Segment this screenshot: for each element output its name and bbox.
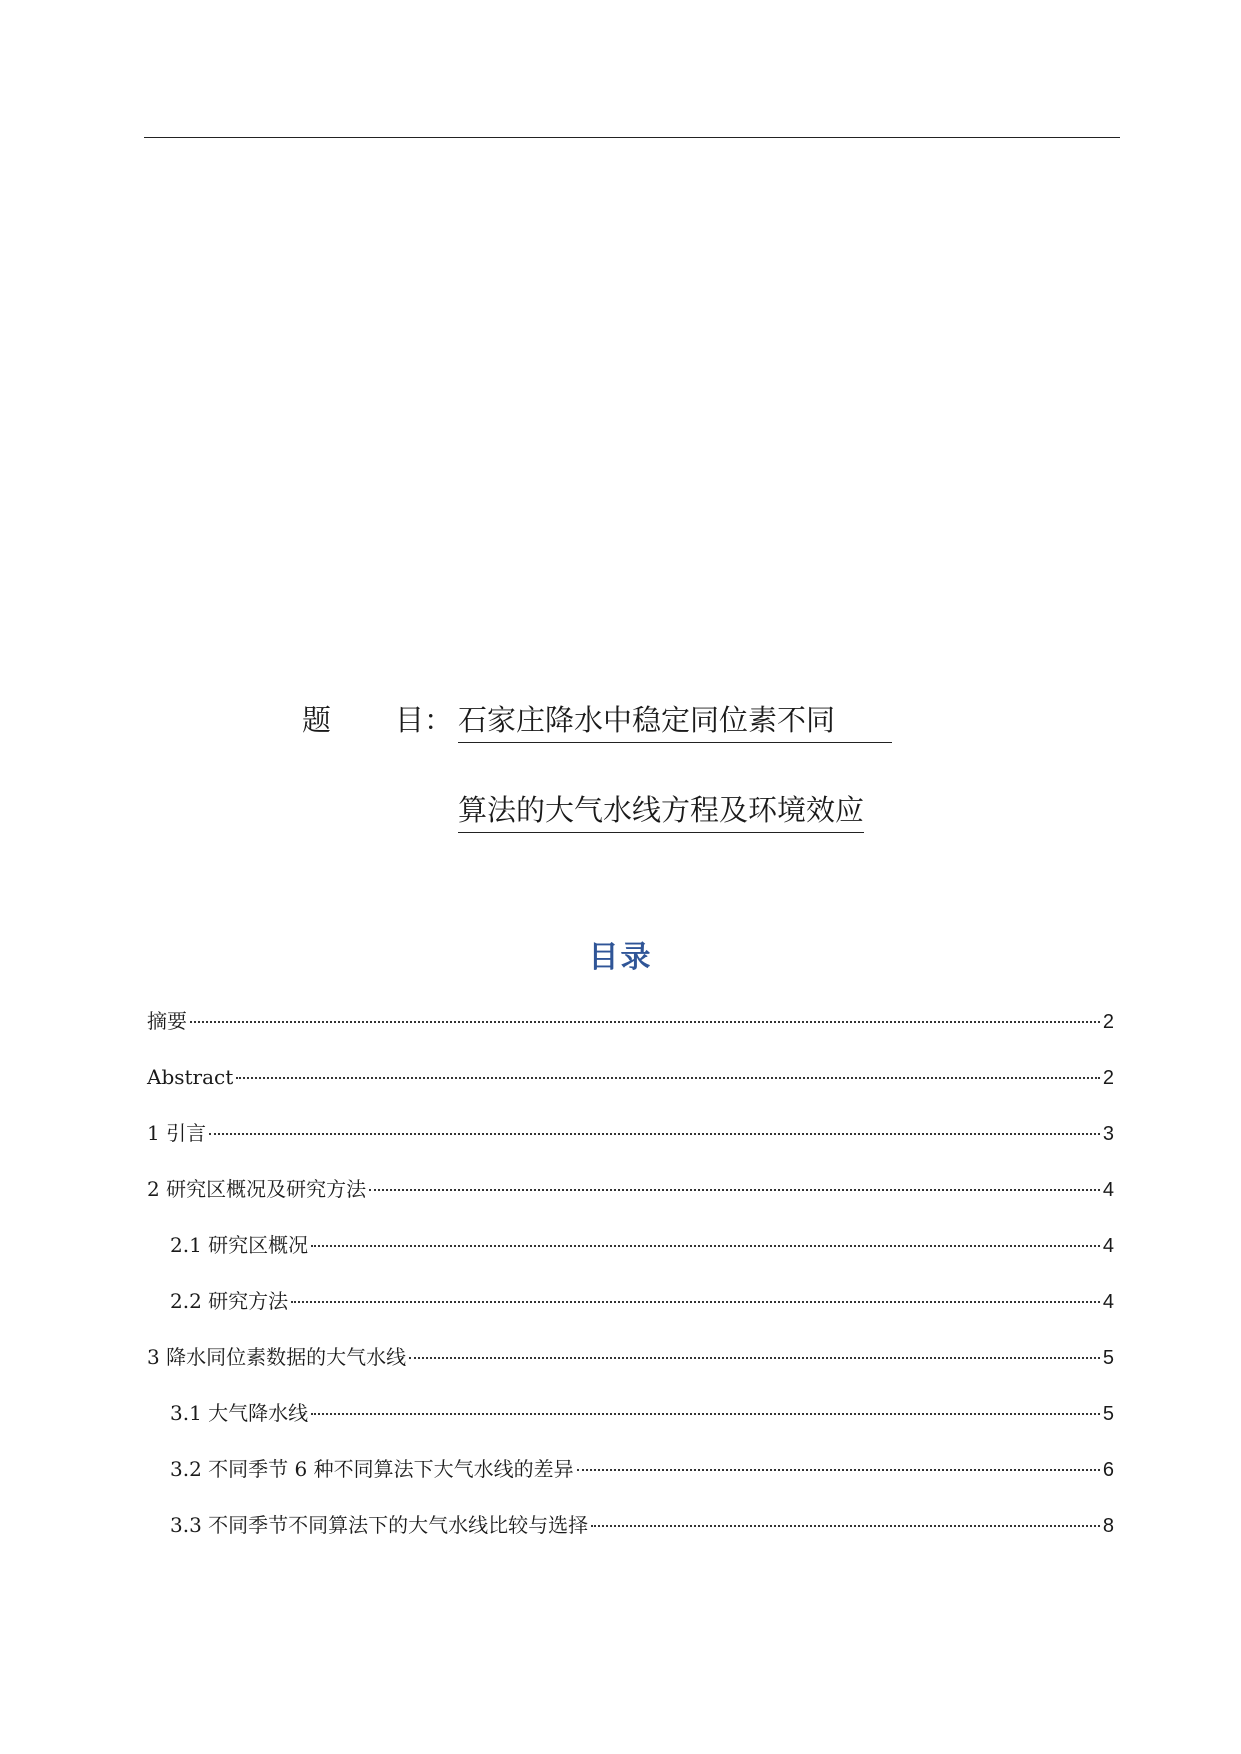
toc-entry[interactable] [147, 1062, 1114, 1118]
toc-page-number: 6 [1102, 1459, 1114, 1481]
toc-entry[interactable] [147, 1398, 1114, 1454]
toc-entry[interactable] [147, 1510, 1114, 1566]
toc-entry-text: 2.1 研究区概况 [170, 1233, 309, 1257]
toc-page-number: 2 [1102, 1011, 1114, 1033]
toc-entry-text: 3.3 不同季节不同算法下的大气水线比较与选择 [170, 1513, 589, 1537]
toc-entry[interactable] [147, 1174, 1114, 1230]
toc-dot-leader [311, 1245, 1100, 1247]
toc-dot-leader [369, 1189, 1100, 1191]
toc-list [147, 1006, 1114, 1566]
toc-entry[interactable] [147, 1286, 1114, 1342]
title-label-char-1: 题 [302, 703, 332, 737]
title-label-char-2: 目： [395, 703, 454, 737]
toc-entry[interactable] [147, 1454, 1114, 1510]
toc-page-number: 3 [1102, 1123, 1114, 1145]
title-line-2: 算法的大气水线方程及环境效应 [458, 790, 864, 833]
toc-entry-text: 2.2 研究方法 [170, 1289, 289, 1313]
toc-dot-leader [291, 1301, 1100, 1303]
toc-dot-leader [236, 1077, 1100, 1079]
toc-dot-leader [209, 1133, 1100, 1135]
toc-page-number: 5 [1102, 1347, 1114, 1369]
toc-entry[interactable] [147, 1006, 1114, 1062]
toc-dot-leader [190, 1021, 1100, 1023]
toc-heading: 目录 [588, 940, 653, 975]
toc-dot-leader [409, 1357, 1100, 1359]
toc-dot-leader [311, 1413, 1100, 1415]
toc-page-number: 4 [1102, 1235, 1114, 1257]
toc-page-number: 8 [1102, 1515, 1114, 1537]
toc-entry-text: 3.2 不同季节 6 种不同算法下大气水线的差异 [170, 1457, 574, 1481]
toc-entry-text: Abstract [147, 1065, 234, 1089]
toc-entry-text: 2 研究区概况及研究方法 [147, 1177, 367, 1201]
toc-entry-text: 1 引言 [147, 1121, 207, 1145]
toc-page-number: 5 [1102, 1403, 1114, 1425]
toc-entry-text: 3 降水同位素数据的大气水线 [147, 1345, 407, 1369]
title-label [302, 700, 453, 740]
toc-entry-text: 3.1 大气降水线 [170, 1401, 309, 1425]
title-line-1: 石家庄降水中稳定同位素不同 [458, 700, 892, 743]
toc-page-number: 4 [1102, 1179, 1114, 1201]
toc-entry[interactable] [147, 1118, 1114, 1174]
toc-entry[interactable] [147, 1342, 1114, 1398]
toc-page-number: 4 [1102, 1291, 1114, 1313]
toc-dot-leader [591, 1525, 1100, 1527]
toc-entry[interactable] [147, 1230, 1114, 1286]
toc-entry-text: 摘要 [147, 1009, 187, 1033]
toc-dot-leader [577, 1469, 1100, 1471]
toc-page-number: 2 [1102, 1067, 1114, 1089]
